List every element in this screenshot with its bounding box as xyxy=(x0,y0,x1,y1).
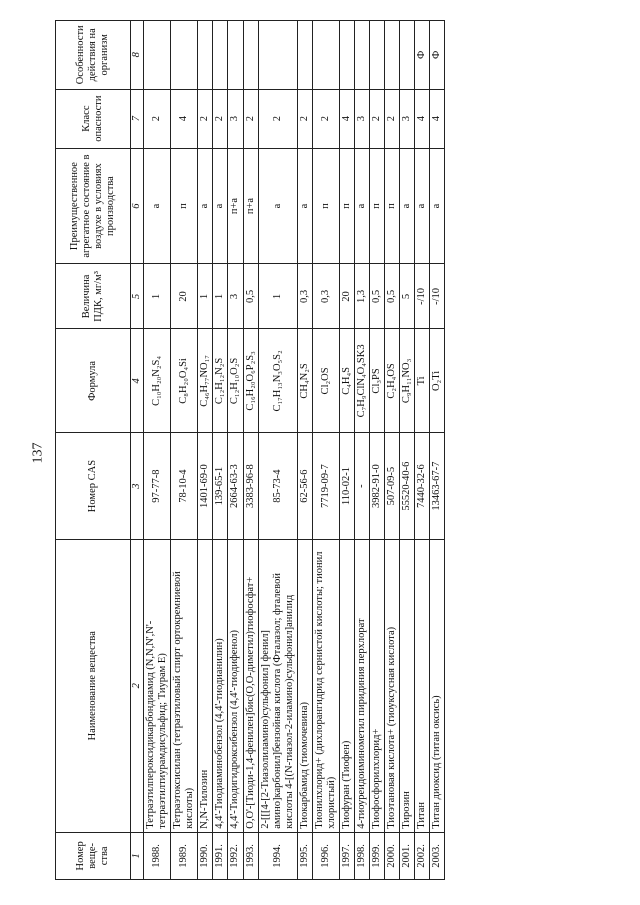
cell-pdk: 0,3 xyxy=(312,264,339,329)
cell-notes xyxy=(339,21,354,90)
cell-class: 2 xyxy=(213,89,228,148)
column-number: 7 xyxy=(131,89,144,148)
cell-state: п+а xyxy=(228,148,243,264)
table-row xyxy=(430,21,445,880)
cell-state: п xyxy=(312,148,339,264)
table-row xyxy=(258,21,297,880)
cell-formula: C₈H₂₀O₄Si xyxy=(171,329,198,433)
cell-state: а xyxy=(415,148,430,264)
cell-notes: Ф xyxy=(415,21,430,90)
cell-number: 2002. xyxy=(415,832,430,879)
substances-table xyxy=(55,20,445,880)
header-class: Класс опасности xyxy=(56,89,131,148)
cell-state: п xyxy=(339,148,354,264)
header-cas: Номер CAS xyxy=(56,433,131,539)
column-number: 6 xyxy=(131,148,144,264)
cell-class: 2 xyxy=(243,89,258,148)
cell-pdk: 1 xyxy=(213,264,228,329)
cell-name: Тионилхлорид+ (дихлорангидрид сернистой кислоты; тионил хлористый) xyxy=(312,539,339,832)
cell-cas: 62-56-6 xyxy=(297,433,312,539)
cell-name: Тирозин xyxy=(400,539,415,832)
rotated-table-container xyxy=(55,20,615,880)
cell-name: Тиофуран (Тиофен) xyxy=(339,539,354,832)
cell-class: 2 xyxy=(198,89,213,148)
column-number: 1 xyxy=(131,832,144,879)
table-row xyxy=(400,21,415,880)
cell-class: 2 xyxy=(144,89,171,148)
cell-pdk: 5 xyxy=(400,264,415,329)
cell-formula: C₇H₉ClN₄O₄SK3 xyxy=(355,329,370,433)
cell-pdk: 0,5 xyxy=(243,264,258,329)
table-row xyxy=(370,21,385,880)
cell-state: а xyxy=(198,148,213,264)
cell-formula: C₁₂H₁₂N₂S xyxy=(213,329,228,433)
cell-name: 4-тиоуреидоиминометил пиридиния перхлорат xyxy=(355,539,370,832)
cell-class: 4 xyxy=(171,89,198,148)
cell-cas: 7440-32-6 xyxy=(415,433,430,539)
cell-cas: 3982-91-0 xyxy=(370,433,385,539)
cell-notes xyxy=(144,21,171,90)
cell-pdk: -/10 xyxy=(415,264,430,329)
header-pdk: Величина ПДК, мг/м³ xyxy=(56,264,131,329)
column-number: 8 xyxy=(131,21,144,90)
cell-formula: C₉H₁₁NO₃ xyxy=(400,329,415,433)
cell-formula: C₂H₄OS xyxy=(385,329,400,433)
cell-number: 2003. xyxy=(430,832,445,879)
cell-formula: C₄H₄S xyxy=(339,329,354,433)
cell-cas: 85-73-4 xyxy=(258,433,297,539)
cell-formula: C₁₂H₁₀O₂S xyxy=(228,329,243,433)
cell-name: Титан диоксид (титан оксись) xyxy=(430,539,445,832)
cell-cas: 78-10-4 xyxy=(171,433,198,539)
header-notes: Особенности действия на организм xyxy=(56,21,131,90)
cell-number: 2001. xyxy=(400,832,415,879)
cell-formula: Cl₂OS xyxy=(312,329,339,433)
cell-notes xyxy=(213,21,228,90)
cell-state: а xyxy=(400,148,415,264)
cell-number: 1995. xyxy=(297,832,312,879)
cell-cas: 7719-09-7 xyxy=(312,433,339,539)
cell-notes xyxy=(355,21,370,90)
cell-notes xyxy=(228,21,243,90)
cell-state: п xyxy=(385,148,400,264)
cell-number: 1998. xyxy=(355,832,370,879)
table-row xyxy=(385,21,400,880)
cell-number: 2000. xyxy=(385,832,400,879)
column-number: 4 xyxy=(131,329,144,433)
cell-name: Тетраэтилпероксидикарбондиамид (N,N,N',N'-тетраэтилтиурамдисульфид; Тиурам Е) xyxy=(144,539,171,832)
cell-formula: Cl₃PS xyxy=(370,329,385,433)
table-row xyxy=(339,21,354,880)
cell-pdk: 1 xyxy=(144,264,171,329)
cell-name: Тетраэтоксисилан (тетраэтиловый спирт ортокремниевой кислоты) xyxy=(171,539,198,832)
cell-cas: 1401-69-0 xyxy=(198,433,213,539)
cell-cas: 110-02-1 xyxy=(339,433,354,539)
cell-name: Титан xyxy=(415,539,430,832)
cell-pdk: 0,5 xyxy=(385,264,400,329)
cell-name: Тиофосфорилхлорид+ xyxy=(370,539,385,832)
cell-pdk: 1 xyxy=(198,264,213,329)
cell-name: Тиоэтановая кислота+ (тиоуксусная кислота) xyxy=(385,539,400,832)
cell-number: 1994. xyxy=(258,832,297,879)
cell-state: а xyxy=(297,148,312,264)
cell-formula: O₂Ti xyxy=(430,329,445,433)
cell-class: 4 xyxy=(430,89,445,148)
cell-pdk: 1,3 xyxy=(355,264,370,329)
cell-name: N,N-Тилозин xyxy=(198,539,213,832)
header-state: Преимущественное агрегатное состояние в воздухе в условиях производства xyxy=(56,148,131,264)
cell-class: 2 xyxy=(297,89,312,148)
cell-notes xyxy=(258,21,297,90)
cell-class: 4 xyxy=(339,89,354,148)
cell-formula: CH₄N₂S xyxy=(297,329,312,433)
cell-notes xyxy=(243,21,258,90)
cell-number: 1993. xyxy=(243,832,258,879)
cell-number: 1996. xyxy=(312,832,339,879)
table-row xyxy=(243,21,258,880)
cell-class: 3 xyxy=(355,89,370,148)
cell-pdk: 0,3 xyxy=(297,264,312,329)
cell-cas: 139-65-1 xyxy=(213,433,228,539)
cell-cas: - xyxy=(355,433,370,539)
cell-pdk: 3 xyxy=(228,264,243,329)
cell-class: 4 xyxy=(415,89,430,148)
cell-number: 1989. xyxy=(171,832,198,879)
cell-cas: 55520-40-6 xyxy=(400,433,415,539)
cell-state: п xyxy=(171,148,198,264)
cell-class: 2 xyxy=(370,89,385,148)
cell-state: п xyxy=(370,148,385,264)
table-row xyxy=(198,21,213,880)
cell-cas: 3383-96-8 xyxy=(243,433,258,539)
cell-pdk: -/10 xyxy=(430,264,445,329)
header-row xyxy=(56,21,131,880)
cell-notes xyxy=(385,21,400,90)
table-row xyxy=(213,21,228,880)
cell-name: 4,4'-Тиодиаминобензол (4,4'-тиодианилин) xyxy=(213,539,228,832)
cell-formula: C₁₆H₂₀O₆P₂S₃ xyxy=(243,329,258,433)
column-number: 2 xyxy=(131,539,144,832)
cell-pdk: 20 xyxy=(171,264,198,329)
cell-notes: Ф xyxy=(430,21,445,90)
table-row xyxy=(355,21,370,880)
cell-state: а xyxy=(355,148,370,264)
cell-cas: 507-09-5 xyxy=(385,433,400,539)
cell-notes xyxy=(370,21,385,90)
cell-notes xyxy=(171,21,198,90)
cell-class: 2 xyxy=(312,89,339,148)
cell-name: 2-[[[4-[2-Тиазолиламино)сульфонил] фенил] амино]карбонил]бензойная кислота (Фталазол; фталевой кислоты 4-[(N-тиазол-2-иламино)сульфонил]анилид xyxy=(258,539,297,832)
cell-pdk: 0,5 xyxy=(370,264,385,329)
cell-number: 1990. xyxy=(198,832,213,879)
table-row xyxy=(415,21,430,880)
cell-cas: 97-77-8 xyxy=(144,433,171,539)
table-row xyxy=(312,21,339,880)
cell-cas: 2664-63-3 xyxy=(228,433,243,539)
table-row xyxy=(228,21,243,880)
cell-name: O,O'-[Тиоди-1,4-фенилен]бис(O,O-диметил)тиофосфат+ xyxy=(243,539,258,832)
cell-name: 4,4'-Тиодигидроксибензол (4,4'-тиодифенол) xyxy=(228,539,243,832)
cell-notes xyxy=(400,21,415,90)
cell-class: 3 xyxy=(228,89,243,148)
cell-notes xyxy=(297,21,312,90)
cell-state: а xyxy=(430,148,445,264)
column-number-row xyxy=(131,21,144,880)
column-number: 5 xyxy=(131,264,144,329)
cell-state: а xyxy=(144,148,171,264)
cell-formula: C₄₆H₇₇NO₁₇ xyxy=(198,329,213,433)
cell-pdk: 1 xyxy=(258,264,297,329)
cell-pdk: 20 xyxy=(339,264,354,329)
cell-cas: 13463-67-7 xyxy=(430,433,445,539)
cell-class: 2 xyxy=(258,89,297,148)
cell-name: Тиокарбамид (тиомочевина) xyxy=(297,539,312,832)
cell-state: а xyxy=(213,148,228,264)
cell-number: 1988. xyxy=(144,832,171,879)
table-row xyxy=(171,21,198,880)
cell-state: а xyxy=(258,148,297,264)
cell-formula: Ti xyxy=(415,329,430,433)
cell-formula: C₁₇H₁₃N₃O₅S₂ xyxy=(258,329,297,433)
cell-notes xyxy=(312,21,339,90)
header-name: Наименование вещества xyxy=(56,539,131,832)
page-number: 137 xyxy=(30,442,46,464)
cell-class: 2 xyxy=(385,89,400,148)
cell-formula: C₁₀H₂₀N₂S₄ xyxy=(144,329,171,433)
table-row xyxy=(144,21,171,880)
table-row xyxy=(297,21,312,880)
cell-number: 1991. xyxy=(213,832,228,879)
cell-number: 1999. xyxy=(370,832,385,879)
header-formula: Формула xyxy=(56,329,131,433)
cell-notes xyxy=(198,21,213,90)
cell-number: 1997. xyxy=(339,832,354,879)
cell-class: 3 xyxy=(400,89,415,148)
cell-number: 1992. xyxy=(228,832,243,879)
cell-state: п+а xyxy=(243,148,258,264)
column-number: 3 xyxy=(131,433,144,539)
header-number: Номер веще-ства xyxy=(56,832,131,879)
